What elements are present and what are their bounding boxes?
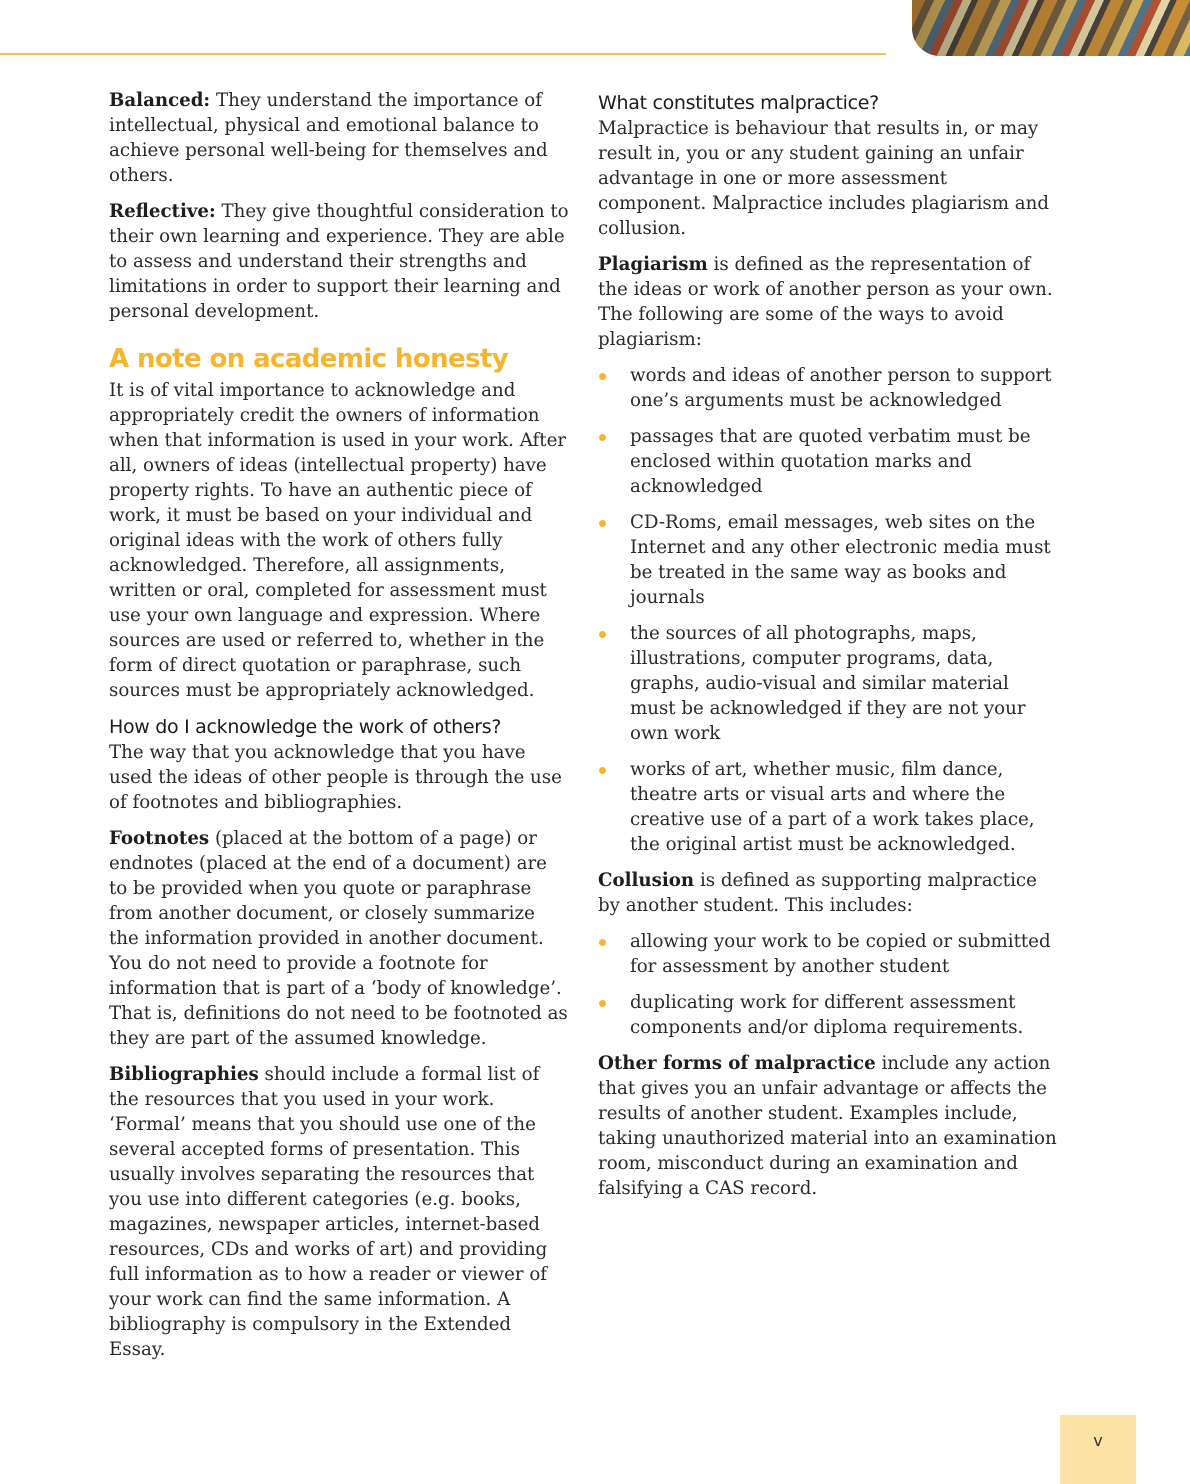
plagiarism-list bbox=[598, 363, 1060, 857]
footnotes-paragraph: Footnotes (placed at the bottom of a page) or endnotes (placed at the end of a document) are to be provided when you quote or paraphrase from another document, or closely summarize the information provided in another document. You do not need to provide a footnote for information that is part of a ‘body of knowledge’. That is, definitions do not need to be footnoted as they are part of the assumed knowledge. bbox=[109, 828, 568, 1049]
acknowledge-paragraph: The way that you acknowledge that you have used the ideas of other people is through the use of footnotes and bibliographies. bbox=[109, 742, 562, 813]
balanced-paragraph: Balanced: They understand the importance of intellectual, physical and emotional balance to achieve personal well-being for themselves and others. bbox=[109, 90, 548, 186]
bullet-icon bbox=[599, 373, 606, 380]
bullet-icon bbox=[599, 631, 606, 638]
bullet-icon bbox=[599, 1000, 606, 1007]
academic-honesty-heading: A note on academic honesty bbox=[109, 344, 509, 374]
bullet-icon bbox=[599, 434, 606, 441]
reflective-paragraph: Reflective: They give thoughtful consideration to their own learning and experience. They are able to assess and understand their strengths and limitations in order to support their learning and personal development. bbox=[109, 201, 569, 322]
malpractice-heading: What constitutes malpractice? bbox=[598, 92, 879, 114]
right-column bbox=[598, 88, 1060, 1212]
list-item: passages that are quoted verbatim must be enclosed within quotation marks and acknowledged bbox=[598, 424, 1060, 499]
bullet-icon bbox=[599, 939, 606, 946]
malpractice-paragraph: Malpractice is behaviour that results in, or may result in, you or any student gaining an unfair advantage in one or more assessment component. Malpractice includes plagiarism and collusion. bbox=[598, 118, 1049, 239]
list-item: the sources of all photographs, maps, illustrations, computer programs, data, graphs, audio-visual and similar material must be acknowledged if they are not your own work bbox=[598, 621, 1060, 746]
list-item: words and ideas of another person to support one’s arguments must be acknowledged bbox=[598, 363, 1060, 413]
collusion-list bbox=[598, 929, 1060, 1040]
bibliographies-paragraph: Bibliographies should include a formal list of the resources that you used in your work. ‘Formal’ means that you should use one of the several accepted forms of presentation. This usually involves separating the resources that you use into different categories (e.g. books, magazines, newspaper articles, internet-based resources, CDs and works of art) and providing full information as to how a reader or viewer of your work can find the same information. A bibliography is compulsory in the Extended Essay. bbox=[109, 1064, 548, 1360]
bullet-icon bbox=[599, 767, 606, 774]
header-rule bbox=[0, 53, 886, 55]
academic-honesty-intro: It is of vital importance to acknowledge and appropriately credit the owners of information when that information is used in your work. After all, owners of ideas (intellectual property) have property rights. To have an authentic piece of work, it must be based on your individual and original ideas with the work of others fully acknowledged. Therefore, all assignments, written or oral, completed for assessment must use your own language and expression. Where sources are used or referred to, whether in the form of direct quotation or paraphrase, such sources must be appropriately acknowledged. bbox=[109, 380, 567, 701]
other-malpractice-paragraph: Other forms of malpractice include any action that gives you an unfair advantage or affects the results of another student. Examples include, taking unauthorized material into an examination room, misconduct during an examination and falsifying a CAS record. bbox=[598, 1053, 1057, 1199]
page-number: v bbox=[1060, 1415, 1136, 1484]
header-photo bbox=[912, 0, 1190, 56]
acknowledge-heading: How do I acknowledge the work of others? bbox=[109, 716, 502, 738]
list-item: duplicating work for different assessment components and/or diploma requirements. bbox=[598, 990, 1060, 1040]
collusion-paragraph: Collusion is defined as supporting malpractice by another student. This includes: bbox=[598, 870, 1037, 916]
bullet-icon bbox=[599, 520, 606, 527]
list-item: CD-Roms, email messages, web sites on the Internet and any other electronic media must be treated in the same way as books and journals bbox=[598, 510, 1060, 610]
list-item: allowing your work to be copied or submitted for assessment by another student bbox=[598, 929, 1060, 979]
list-item: works of art, whether music, film dance, theatre arts or visual arts and where the creative use of a part of a work takes place, the original artist must be acknowledged. bbox=[598, 757, 1060, 857]
left-column bbox=[109, 88, 569, 1373]
plagiarism-paragraph: Plagiarism is defined as the representation of the ideas or work of another person as your own. The following are some of the ways to avoid plagiarism: bbox=[598, 254, 1053, 350]
